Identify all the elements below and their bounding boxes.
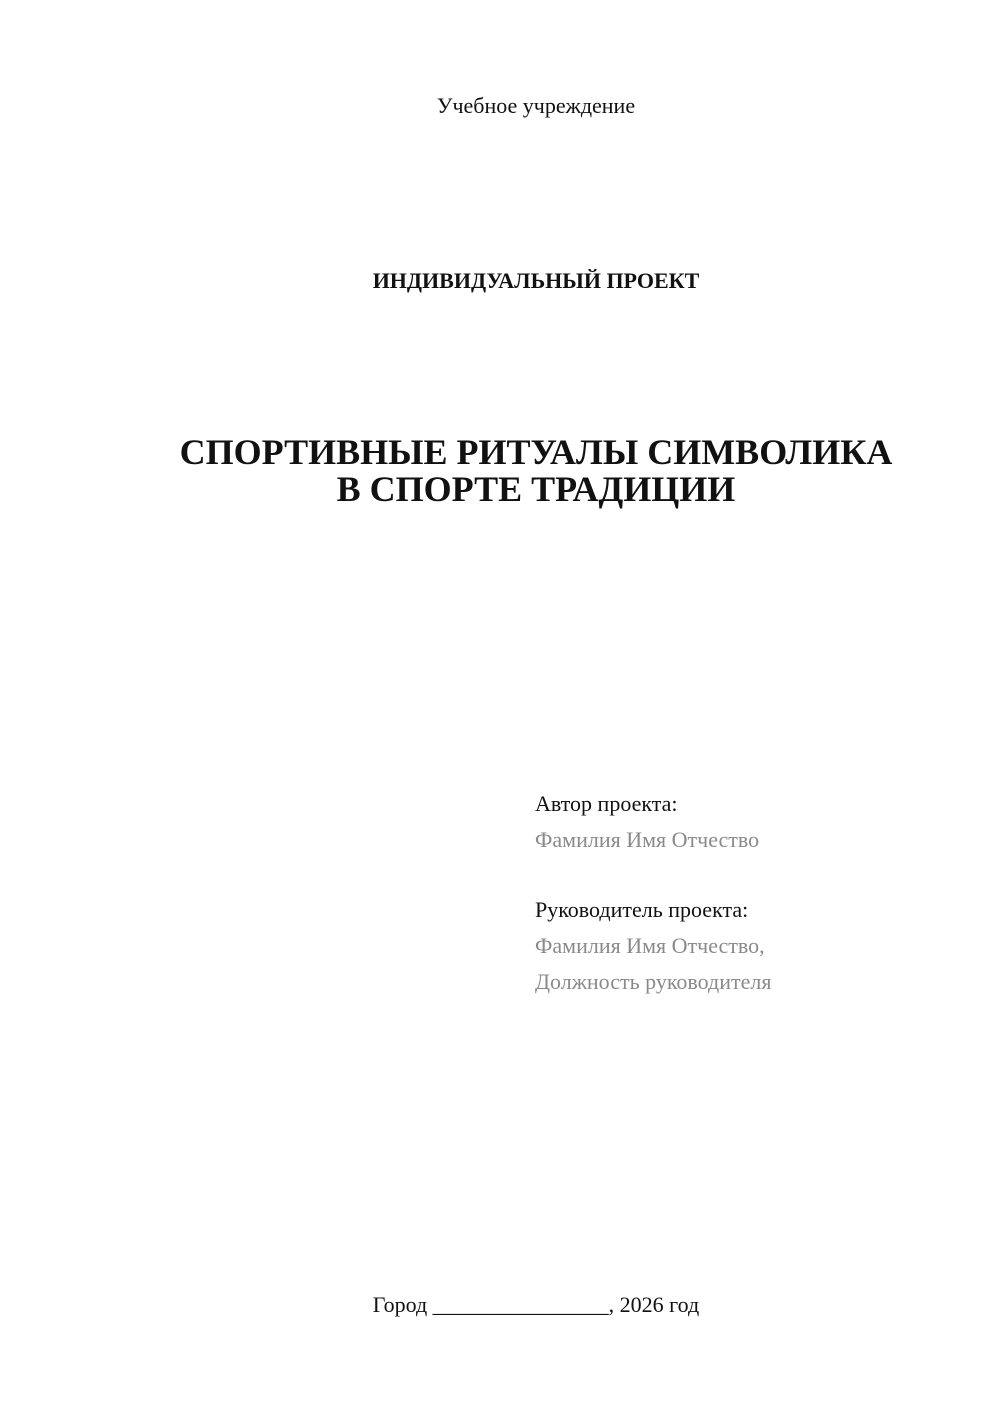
project-title-line-2: В СПОРТЕ ТРАДИЦИИ <box>336 469 736 509</box>
supervisor-position: Должность руководителя <box>535 969 772 994</box>
supervisor-label: Руководитель проекта: <box>535 897 749 922</box>
supervisor-block <box>535 892 975 1000</box>
author-label: Автор проекта: <box>535 791 678 816</box>
supervisor-name: Фамилия Имя Отчество, <box>535 933 765 958</box>
author-block <box>535 786 975 858</box>
project-title <box>0 434 1000 508</box>
institution-name: Учебное учреждение <box>436 93 636 118</box>
city-year-line: Город ________________, 2026 год <box>372 1292 700 1317</box>
project-type: ИНДИВИДУАЛЬНЫЙ ПРОЕКТ <box>372 268 700 293</box>
project-title-line-1: СПОРТИВНЫЕ РИТУАЛЫ СИМВОЛИКА <box>179 432 893 472</box>
author-name: Фамилия Имя Отчество <box>535 827 760 852</box>
